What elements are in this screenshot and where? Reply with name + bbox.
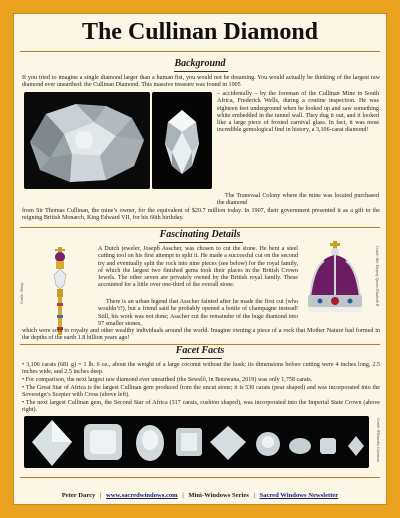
scepter-credit: Credit: Alamy	[20, 282, 24, 304]
nine-stones-photo	[24, 416, 369, 468]
facts-item-1: • 3,106 carats (681 g) = 1 lb. 6 oz., about the weight of a large coconut without the husk; its dimensions before cutting were 4 inches long, 2.5 inches wide, and 2.5 inches deep.	[22, 362, 380, 376]
scepter-image	[26, 241, 94, 341]
details-para-2: There is an urban legend that Asscher fainted after he made the first cut (who wouldn’t?), but a friend said he probably opened a bottle of champagne instead! Still, his work was not done; Asscher cut the remainder of the huge diamond into 97 smaller stones,	[98, 299, 298, 327]
details-para-3: which were sold to royalty and other wealthy individuals around the world. Imagine owning a piece of a rock that Mother Nature had formed in the depths of the earth 1.8 billion years ago!	[22, 328, 380, 342]
facts-heading: Facet Facts	[175, 345, 225, 356]
stones-credit: Credit: Wikimedia Commons	[376, 418, 380, 462]
page-title: The Cullinan Diamond	[81, 19, 319, 45]
title-divider	[20, 51, 380, 52]
footer-series: Mini-Windows Series	[188, 492, 249, 499]
footer-divider	[20, 477, 380, 478]
footer-author: Peter Darcy	[61, 492, 96, 499]
background-divider	[20, 227, 380, 228]
cut-diamond-image	[152, 92, 212, 189]
scepter-photo	[26, 241, 94, 341]
facts-item-3: • The Great Star of Africa is the largest Cullinan gem produced from the uncut stone; it is 530 carats (pear shaped) and was incorporated into the Sovereign’s Scepter with Cross (above left).	[22, 385, 380, 399]
background-heading-underline	[174, 71, 228, 72]
footer-separator: |	[253, 492, 255, 499]
footer-separator: |	[100, 492, 102, 499]
crown-photo	[300, 237, 370, 319]
footer-newsletter-link[interactable]: Sacred Windows Newsletter	[259, 492, 339, 499]
facts-item-4: • The next largest Cullinan gem, the Second Star of Africa (317 carats, cushion shaped), was incorporated into the Imperial State Crown (above right).	[22, 400, 380, 414]
raw-diamond-photo	[24, 92, 150, 189]
footer-separator: |	[182, 492, 184, 499]
details-heading: Fascinating Details	[159, 229, 241, 240]
facts-item-2: • For comparison, the next largest raw diamond ever unearthed (the Sewelô, in Botswana, 2019) was only 1,758 carats.	[22, 377, 313, 383]
raw-diamond-image	[24, 92, 150, 189]
footer-site-link[interactable]: www.sacredwindows.com	[106, 492, 178, 499]
newsletter-sheet	[13, 13, 387, 505]
crown-image	[300, 237, 370, 319]
details-heading-underline	[159, 242, 243, 243]
details-para-1: A Dutch jeweler, Joseph Asscher, was chosen to cut the stone. He bent a steel cutting tool on his first attempt to split it. He made a successful cut on the second try and eventually split the rock into nine pieces (see below) for the royal family, of which the largest two finished gems took their places in the British Crown Jewels. The other seven are privately owned by the British royal family. These accounted for a little over one-third of the overall stone.	[98, 246, 298, 289]
facts-heading-underline	[180, 358, 222, 359]
cut-diamond-photo	[152, 92, 212, 189]
background-right-text-2: The Transvaal Colony where the mine was located purchased the diamond	[217, 193, 379, 207]
background-right-text: – accidentally – by the foreman of the Cullinan Mine in South Africa, Frederick Wells, during a routine inspection. He was eighteen feet underground when he looked up and saw something white embedded in the tunnel wall. They dug it out, and it looked like a large piece of frosted carnival glass. In fact, it was most incredible gemological find in history, a 3,106-carat diamond!	[217, 91, 379, 134]
background-heading: Background	[174, 58, 226, 69]
background-closing-text: from Sir Thomas Cullinan, the mine’s owner, for the equivalent of $20.7 million today. In 1907, their government presented it as a gift to the reigning British Monarch, King Edward VII, for his 66th birthday.	[22, 208, 380, 222]
background-intro: If you tried to imagine a single diamond larger than a human fist, you would not be dreaming. You would actually be thinking of the largest raw diamond ever unearthed: the Cullinan Diamond. This massive treasure was found in 1905	[22, 75, 380, 89]
footer	[14, 492, 386, 499]
crown-credit: Credit: Her Majesty Queen Elizabeth II	[375, 246, 379, 307]
nine-stones-image	[24, 416, 369, 468]
